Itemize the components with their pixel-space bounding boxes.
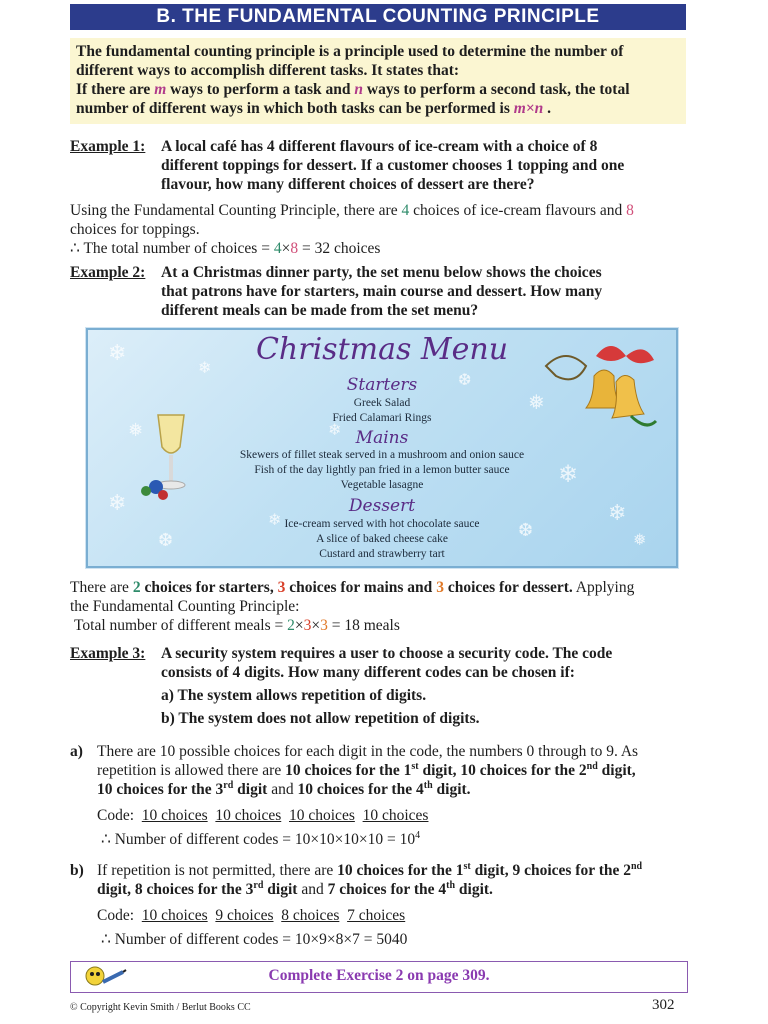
definition-line: different ways to accomplish different tasks. It states that: (76, 62, 460, 79)
menu-starters-heading: Starters (346, 375, 418, 395)
snowflake-icon: ❄ (268, 512, 282, 529)
snowflake-icon: ❄ (198, 360, 212, 377)
example-3-label: Example 3: (70, 645, 146, 662)
snowflake-icon: ❄ (328, 422, 342, 439)
menu-title: Christmas Menu (255, 332, 509, 367)
example-1-solution: Using the Fundamental Counting Principle, there are 4 choices of ice-cream flavours and 8 choices for toppings. ∴ The total number of choices = 4×8 = 32 choices (70, 202, 634, 257)
menu-item: Fish of the day lightly pan fried in a lemon butter sauce (254, 464, 510, 476)
part-a-result: ∴ Number of different codes = $10\times 10\times 10\times 10 = 10^4$ (101, 829, 421, 848)
example-2-label: Example 2: (70, 264, 146, 281)
menu-dessert-heading: Dessert (348, 496, 416, 516)
menu-item: Custard and strawberry tart (319, 548, 445, 560)
snowflake-icon: ❄ (108, 490, 127, 515)
snowflake-icon: ❄ (558, 462, 579, 488)
snowflake-icon: ❅ (528, 392, 545, 414)
part-a-solution: There are 10 possible choices for each digit in the code, the numbers 0 through to 9. As repetition is allowed there are 10 choices for the 1st digit, 10 choices for the 2nd digit, 10 choices for the 3rd digit and 10 choices for the 4th digit. Code: 10 choices 10 choices 10 choices 10 choices ∴ Number of different codes = $10\times 10\times 10\times 10 = 10^4$ (97, 742, 697, 849)
snowflake-icon: ❅ (128, 420, 144, 440)
exercise-box (70, 961, 688, 993)
definition-line: If there are m ways to perform a task and n ways to perform a second task, the total (76, 81, 630, 98)
copyright: © Copyright Kevin Smith / Berlut Books CC (70, 1002, 251, 1013)
snowflake-icon: ❆ (158, 530, 174, 550)
definition-line: The fundamental counting principle is a principle used to determine the number of (76, 43, 624, 60)
snowflake-icon: ❆ (458, 372, 472, 389)
christmas-menu-image (86, 328, 678, 568)
menu-item: Fried Calamari Rings (332, 412, 432, 424)
definition-line: number of different ways in which both tasks can be performed is m×n . (76, 100, 552, 117)
page-number: 302 (652, 997, 675, 1013)
menu-mains-heading: Mains (355, 428, 409, 448)
part-b-code: Code: 10 choices 9 choices 8 choices 7 choices (97, 907, 406, 924)
exercise-link[interactable]: Complete Exercise 2 on page 309. (268, 967, 490, 984)
example-1-label: Example 1: (70, 138, 146, 155)
menu-item: Greek Salad (353, 397, 411, 409)
section-title: B. THE FUNDAMENTAL COUNTING PRINCIPLE (70, 4, 686, 30)
definition-box (70, 38, 686, 124)
menu-item: Vegetable lasagne (340, 479, 424, 491)
snowflake-icon: ❆ (518, 520, 534, 540)
example-2-question: At a Christmas dinner party, the set menu below shows the choices that patrons have for starters, main course and dessert. How many different meals can be made from the set menu? (161, 264, 603, 319)
snowflake-icon: ❅ (633, 532, 647, 549)
menu-item: Skewers of fillet steak served in a mushroom and onion sauce (239, 449, 525, 461)
part-b-label: b) (70, 862, 84, 879)
part-b-solution: If repetition is not permitted, there are 10 choices for the 1st digit, 9 choices for the 2nd digit, 8 choices for the 3rd digit and 7 choices for the 4th digit. Code: 10 choices 9 choices 8 choices 7 choices ∴ Number of different codes = 10×9×8×7 = 5040 (97, 861, 697, 949)
menu-item: Ice-cream served with hot chocolate sauce (284, 518, 480, 530)
part-a-label: a) (70, 743, 83, 760)
example-1-question: A local café has 4 different flavours of ice-cream with a choice of 8 different toppings for dessert. If a customer chooses 1 topping and one flavour, how many different choices of dessert are there? (161, 138, 625, 193)
example-3-question: A security system requires a user to choose a security code. The code consists of 4 digits. How many different codes can be chosen if: a) The system allows repetition of digits. b) The system does not allow repetition of digits. (161, 645, 613, 727)
snowflake-icon: ❄ (608, 500, 627, 525)
example-2-solution: There are 2 choices for starters, 3 choices for mains and 3 choices for dessert. Applying the Fundamental Counting Principle: Total number of different meals = 2×3×3 = 18 meals (70, 579, 635, 634)
menu-item: A slice of baked cheese cake (316, 533, 448, 545)
snowflake-icon: ❄ (108, 340, 127, 365)
part-a-code: Code: 10 choices 10 choices 10 choices 10 choices (97, 807, 429, 824)
part-b-result: ∴ Number of different codes = 10×9×8×7 = 5040 (101, 931, 408, 948)
